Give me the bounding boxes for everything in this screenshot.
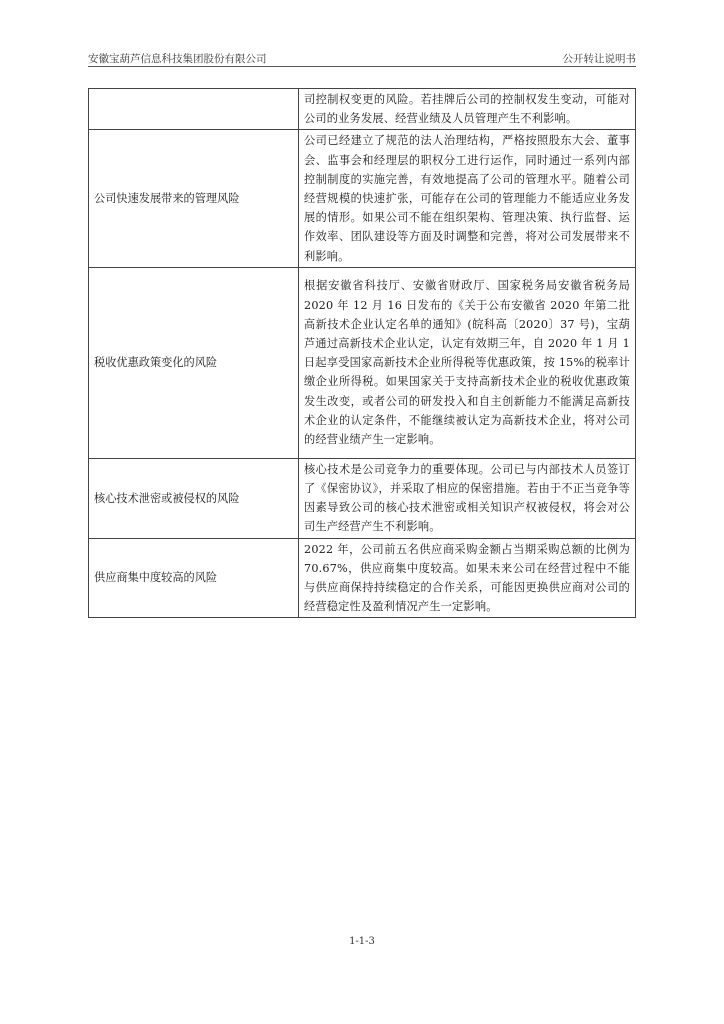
- table-row: [89, 458, 636, 538]
- table-row: [89, 267, 636, 458]
- risk-description-cell: 2022 年，公司前五名供应商采购金额占当期采购总额的比例为 70.67%，供应商集中度较高。如果未来公司在经营过程中不能与供应商保持持续稳定的合作关系，可能因更换供应商对公司的经营稳定性及盈利情况产生一定影响。: [299, 538, 636, 618]
- risk-name-cell: 公司快速发展带来的管理风险: [89, 130, 299, 267]
- table-row: [89, 89, 636, 130]
- risk-name-cell: 税收优惠政策变化的风险: [89, 267, 299, 458]
- page-number: 1-1-3: [349, 936, 375, 947]
- risk-name-cell: [89, 89, 299, 130]
- risk-name-cell: 核心技术泄密或被侵权的风险: [89, 458, 299, 538]
- risk-description-cell: 司控制权变更的风险。若挂牌后公司的控制权发生变动，可能对公司的业务发展、经营业绩及人员管理产生不利影响。: [299, 89, 636, 130]
- header-company-name: 安徽宝葫芦信息科技集团股份有限公司: [88, 53, 267, 65]
- header-document-title: 公开转让说明书: [562, 53, 636, 65]
- page-header: [88, 50, 636, 67]
- table-row: [89, 538, 636, 618]
- risk-description-cell: 根据安徽省科技厅、安徽省财政厅、国家税务局安徽省税务局 2020 年 12 月 16 日发布的《关于公布安徽省 2020 年第二批高新技术企业认定名单的通知》(皖科高〔2020〕37 号)，宝葫芦通过高新技术企业认定，认定有效期三年，自 2020 年 1 月 1 日起享受国家高新技术企业所得税等优惠政策，按 15%的税率计缴企业所得税。如果国家关于支持高新技术企业的税收优惠政策发生改变，或者公司的研发投入和自主创新能力不能满足高新技术企业的认定条件，不能继续被认定为高新技术企业，将对公司的经营业绩产生一定影响。: [299, 267, 636, 458]
- table-row: [89, 130, 636, 267]
- risk-name-cell: 供应商集中度较高的风险: [89, 538, 299, 618]
- risk-description-cell: 核心技术是公司竞争力的重要体现。公司已与内部技术人员签订了《保密协议》，并采取了相应的保密措施。若由于不正当竞争等因素导致公司的核心技术泄密或相关知识产权被侵权，将会对公司生产经营产生不利影响。: [299, 458, 636, 538]
- risk-description-cell: 公司已经建立了规范的法人治理结构，严格按照股东大会、董事会、监事会和经理层的职权分工进行运作，同时通过一系列内部控制制度的实施完善，有效地提高了公司的管理水平。随着公司经营规模的快速扩张，可能存在公司的管理能力不能适应业务发展的情形。如果公司不能在组织架构、管理决策、执行监督、运作效率、团队建设等方面及时调整和完善，将对公司发展带来不利影响。: [299, 130, 636, 267]
- risk-factor-table: [88, 88, 636, 618]
